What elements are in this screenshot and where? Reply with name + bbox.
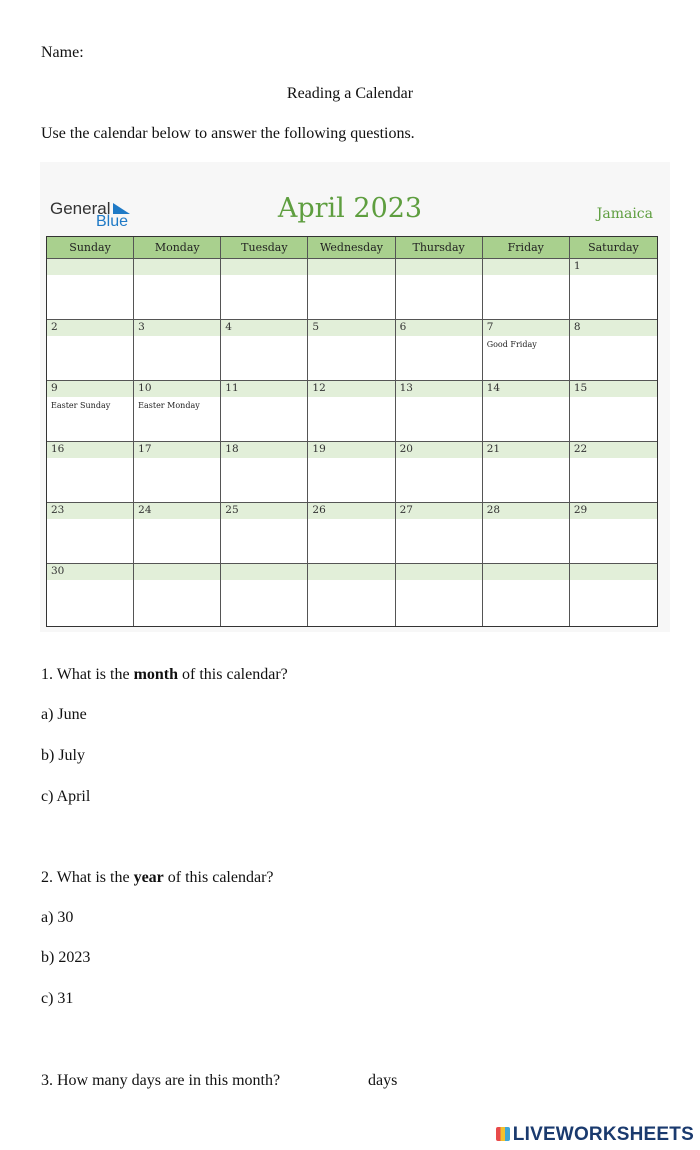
day-number: 29: [573, 504, 588, 516]
day-number-band: [134, 259, 220, 275]
day-number-band: [134, 564, 220, 580]
calendar-grid: [46, 236, 658, 627]
day-number-band: [396, 259, 482, 275]
day-number: 6: [399, 321, 407, 333]
day-number-band: [47, 320, 133, 336]
day-number: 15: [573, 382, 588, 394]
question-2-option[interactable]: a) 30: [41, 909, 74, 926]
day-number: 3: [138, 321, 145, 333]
question-3: 3. How many days are in this month?: [41, 1072, 281, 1089]
day-number: 17: [138, 443, 152, 455]
calendar-day-cell: [483, 259, 570, 319]
calendar-day-cell: [483, 503, 570, 563]
day-number: 25: [225, 504, 239, 516]
liveworksheets-badge-icon: [496, 1127, 510, 1141]
day-number: 24: [138, 504, 152, 516]
calendar-day-cell: [47, 381, 134, 441]
calendar-day-cell: [47, 564, 134, 626]
weekday-header: Wednesday: [308, 237, 395, 258]
calendar-day-cell: [134, 503, 221, 563]
calendar-day-cell: [221, 320, 308, 380]
question-1-option[interactable]: a) June: [41, 706, 87, 723]
calendar-day-cell: [47, 442, 134, 502]
day-number-band: [308, 259, 394, 275]
day-number-band: [47, 381, 133, 397]
day-number: 21: [486, 443, 501, 455]
day-number-band: [47, 259, 133, 275]
day-number: 12: [312, 382, 326, 394]
day-number: 27: [399, 504, 413, 516]
weekday-header: Monday: [134, 237, 221, 258]
weekday-header-row: [47, 237, 657, 259]
calendar-day-cell: [134, 564, 221, 626]
calendar-day-cell: [483, 320, 570, 380]
day-number-band: [570, 259, 657, 275]
calendar-day-cell: [570, 564, 657, 626]
calendar-day-cell: [396, 259, 483, 319]
day-number: 19: [312, 443, 326, 455]
day-number-band: [483, 259, 569, 275]
day-number-band: [483, 320, 569, 336]
liveworksheets-logo[interactable]: [496, 1124, 694, 1146]
calendar-day-cell: [396, 320, 483, 380]
instructions: Use the calendar below to answer the following questions.: [41, 125, 415, 142]
day-number: 2: [51, 321, 58, 333]
calendar-day-cell: [570, 259, 657, 319]
generalblue-logo: [50, 199, 140, 233]
calendar-day-cell: [570, 320, 657, 380]
question-2-option[interactable]: c) 31: [41, 990, 74, 1007]
logo-blue-text: Blue: [96, 213, 129, 230]
calendar-day-cell: [396, 564, 483, 626]
calendar-day-cell: [483, 564, 570, 626]
question-2-option[interactable]: b) 2023: [41, 949, 91, 966]
day-number: 9: [51, 382, 58, 394]
calendar-day-cell: [134, 259, 221, 319]
day-number: 7: [486, 321, 494, 333]
calendar-day-cell: [47, 503, 134, 563]
calendar-day-cell: [308, 381, 395, 441]
day-number: 16: [51, 443, 65, 455]
day-number-band: [221, 320, 307, 336]
question-1-option[interactable]: b) July: [41, 747, 85, 764]
day-number-band: [221, 259, 307, 275]
calendar-week-row: [47, 564, 657, 626]
calendar-day-cell: [483, 442, 570, 502]
calendar-day-cell: [134, 320, 221, 380]
day-number-band: [396, 320, 482, 336]
calendar-day-cell: [47, 259, 134, 319]
day-number-band: [221, 564, 307, 580]
calendar-week-row: [47, 259, 657, 320]
calendar-day-cell: [308, 564, 395, 626]
calendar-day-cell: [221, 259, 308, 319]
calendar-day-cell: [221, 564, 308, 626]
question-2-keyword: year: [133, 869, 164, 886]
page-title: Reading a Calendar: [286, 85, 414, 102]
weekday-header: Sunday: [47, 237, 134, 258]
holiday-label: Good Friday: [486, 340, 537, 349]
day-number-band: [570, 320, 657, 336]
day-number: 8: [573, 321, 581, 333]
calendar-day-cell: [221, 503, 308, 563]
calendar-day-cell: [396, 503, 483, 563]
day-number: 22: [573, 443, 588, 455]
logo-general-text: General: [50, 199, 111, 218]
day-number: 14: [486, 382, 501, 394]
day-number: 10: [138, 382, 152, 394]
liveworksheets-brand-text: LIVEWORKSHEETS: [512, 1124, 694, 1145]
question-1-option[interactable]: c) April: [41, 788, 91, 805]
question-1-prefix: 1. What is the: [41, 666, 134, 683]
calendar-month-title: April 2023: [277, 193, 423, 224]
day-number: 18: [225, 443, 239, 455]
question-2-prefix: 2. What is the: [41, 869, 134, 886]
day-number-band: [396, 564, 482, 580]
day-number-band: [570, 564, 657, 580]
calendar-day-cell: [221, 442, 308, 502]
calendar-day-cell: [134, 442, 221, 502]
weekday-header: Tuesday: [221, 237, 308, 258]
calendar-day-cell: [134, 381, 221, 441]
day-number-band: [483, 564, 569, 580]
calendar-day-cell: [308, 442, 395, 502]
calendar-day-cell: [396, 381, 483, 441]
calendar-day-cell: [221, 381, 308, 441]
day-number: 1: [573, 260, 581, 272]
day-number: 26: [312, 504, 326, 516]
question-1-suffix: of this calendar?: [178, 666, 288, 683]
day-number: 20: [399, 443, 413, 455]
question-2-suffix: of this calendar?: [163, 869, 274, 886]
calendar-day-cell: [570, 442, 657, 502]
calendar-week-row: [47, 442, 657, 503]
day-number: 5: [312, 321, 320, 333]
calendar-day-cell: [396, 442, 483, 502]
calendar-day-cell: [47, 320, 134, 380]
calendar-week-row: [47, 503, 657, 564]
day-number-band: [308, 320, 394, 336]
calendar-week-row: [47, 381, 657, 442]
day-number-band: [134, 320, 220, 336]
calendar-country: Jamaica: [596, 206, 653, 222]
day-number: 4: [225, 321, 232, 333]
calendar-day-cell: [570, 503, 657, 563]
question-2: [41, 868, 274, 888]
day-number: 13: [399, 382, 413, 394]
day-number: 28: [486, 504, 501, 516]
calendar-day-cell: [483, 381, 570, 441]
question-1: [41, 665, 288, 685]
calendar-day-cell: [570, 381, 657, 441]
days-answer-input[interactable]: [325, 1069, 363, 1091]
holiday-label: Easter Sunday: [51, 401, 111, 410]
weekday-header: Thursday: [396, 237, 483, 258]
holiday-label: Easter Monday: [138, 401, 200, 410]
weekday-header: Friday: [483, 237, 570, 258]
calendar-day-cell: [308, 259, 395, 319]
weekday-header: Saturday: [588, 241, 639, 254]
calendar-image: [40, 162, 670, 632]
calendar-week-row: [47, 320, 657, 381]
days-unit-label: days: [368, 1072, 398, 1089]
day-number: 30: [51, 565, 65, 577]
calendar-day-cell: [308, 503, 395, 563]
day-number: 23: [51, 504, 65, 516]
day-number-band: [308, 564, 394, 580]
question-1-keyword: month: [133, 666, 179, 683]
name-label: Name:: [41, 44, 84, 61]
calendar-weeks: [47, 259, 657, 626]
calendar-day-cell: [308, 320, 395, 380]
day-number: 11: [225, 382, 239, 394]
